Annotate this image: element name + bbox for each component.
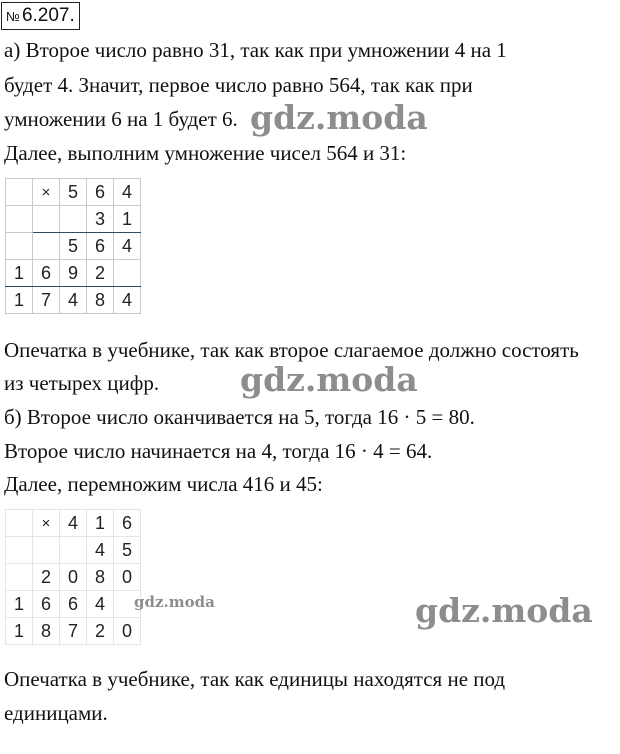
text-line-a4: Далее, выполним умножение чисел 564 и 31: xyxy=(4,141,407,165)
grid-cell: 7 xyxy=(33,287,60,314)
grid-cell: 6 xyxy=(33,591,60,618)
grid-cell: 5 xyxy=(114,537,141,564)
number-sign: № xyxy=(6,9,20,24)
grid-cell: 8 xyxy=(87,564,114,591)
grid-cell: 6 xyxy=(33,260,60,287)
grid-cell: 5 xyxy=(60,179,87,206)
grid-cell xyxy=(6,233,33,260)
grid-cell: 1 xyxy=(87,510,114,537)
multiplication-grid-b xyxy=(5,509,141,645)
grid-cell: 4 xyxy=(114,287,141,314)
text-line-b3: Далее, перемножим числа 416 и 45: xyxy=(4,472,323,496)
grid-cell xyxy=(6,179,33,206)
grid-cell: 0 xyxy=(60,564,87,591)
grid-cell xyxy=(33,233,60,260)
grid-cell: 0 xyxy=(114,618,141,645)
grid-cell: 9 xyxy=(60,260,87,287)
grid-cell xyxy=(6,206,33,233)
watermark-1: gdz.moda xyxy=(250,98,428,137)
grid-cell: 1 xyxy=(6,260,33,287)
multiplication-grid-a xyxy=(5,178,141,314)
grid-cell: 1 xyxy=(6,591,33,618)
grid-cell xyxy=(6,564,33,591)
text-line-b5: единицами. xyxy=(4,701,108,725)
grid-cell: 2 xyxy=(87,260,114,287)
grid-cell xyxy=(6,537,33,564)
watermark-2: gdz.moda xyxy=(240,360,418,399)
text-line-a2: будет 4. Значит, первое число равно 564, так как при xyxy=(4,73,473,97)
grid-cell: 6 xyxy=(60,591,87,618)
grid-cell: 2 xyxy=(87,618,114,645)
text-line-a6: из четырех цифр. xyxy=(4,371,160,395)
grid-row xyxy=(6,510,141,537)
grid-cell: 8 xyxy=(33,618,60,645)
grid-cell: 4 xyxy=(60,510,87,537)
grid-row xyxy=(6,537,141,564)
grid-cell: 4 xyxy=(87,537,114,564)
grid-cell: 1 xyxy=(114,206,141,233)
grid-row xyxy=(6,618,141,645)
text-line-a1: а) Второе число равно 31, так как при умножении 4 на 1 xyxy=(4,38,507,62)
grid-cell: 0 xyxy=(114,564,141,591)
text-line-b4: Опечатка в учебнике, так как единицы находятся не под xyxy=(4,667,506,691)
grid-row xyxy=(6,591,141,618)
grid-cell xyxy=(114,260,141,287)
grid-cell xyxy=(33,537,60,564)
grid-cell: 1 xyxy=(6,287,33,314)
grid-row xyxy=(6,287,141,314)
grid-row xyxy=(6,260,141,287)
grid-cell: 4 xyxy=(60,287,87,314)
grid-cell xyxy=(60,537,87,564)
watermark-4: gdz.moda xyxy=(134,593,215,611)
text-line-b1: б) Второе число оканчивается на 5, тогда 16 · 5 = 80. xyxy=(4,405,475,429)
grid-cell xyxy=(6,510,33,537)
grid-cell: 6 xyxy=(87,179,114,206)
grid-cell: 5 xyxy=(60,233,87,260)
grid-cell: 8 xyxy=(87,287,114,314)
grid-row xyxy=(6,206,141,233)
grid-cell: 6 xyxy=(87,233,114,260)
grid-cell: 4 xyxy=(114,233,141,260)
grid-cell: × xyxy=(33,179,60,206)
grid-row xyxy=(6,564,141,591)
watermark-3: gdz.moda xyxy=(415,591,593,630)
task-number xyxy=(1,2,80,30)
grid-cell xyxy=(60,206,87,233)
grid-cell: 2 xyxy=(33,564,60,591)
grid-cell: 1 xyxy=(6,618,33,645)
grid-cell: 4 xyxy=(114,179,141,206)
grid-cell xyxy=(33,206,60,233)
grid-cell: × xyxy=(33,510,60,537)
grid-row xyxy=(6,233,141,260)
grid-cell: 3 xyxy=(87,206,114,233)
grid-cell: 4 xyxy=(87,591,114,618)
text-line-b2: Второе число начинается на 4, тогда 16 · 4 = 64. xyxy=(4,439,433,463)
grid-row xyxy=(6,179,141,206)
task-number-value: 6.207. xyxy=(21,5,75,26)
text-line-a5: Опечатка в учебнике, так как второе слагаемое должно состоять xyxy=(4,338,579,362)
grid-cell: 6 xyxy=(114,510,141,537)
grid-cell: 7 xyxy=(60,618,87,645)
text-line-a3: умножении 6 на 1 будет 6. xyxy=(4,107,238,131)
